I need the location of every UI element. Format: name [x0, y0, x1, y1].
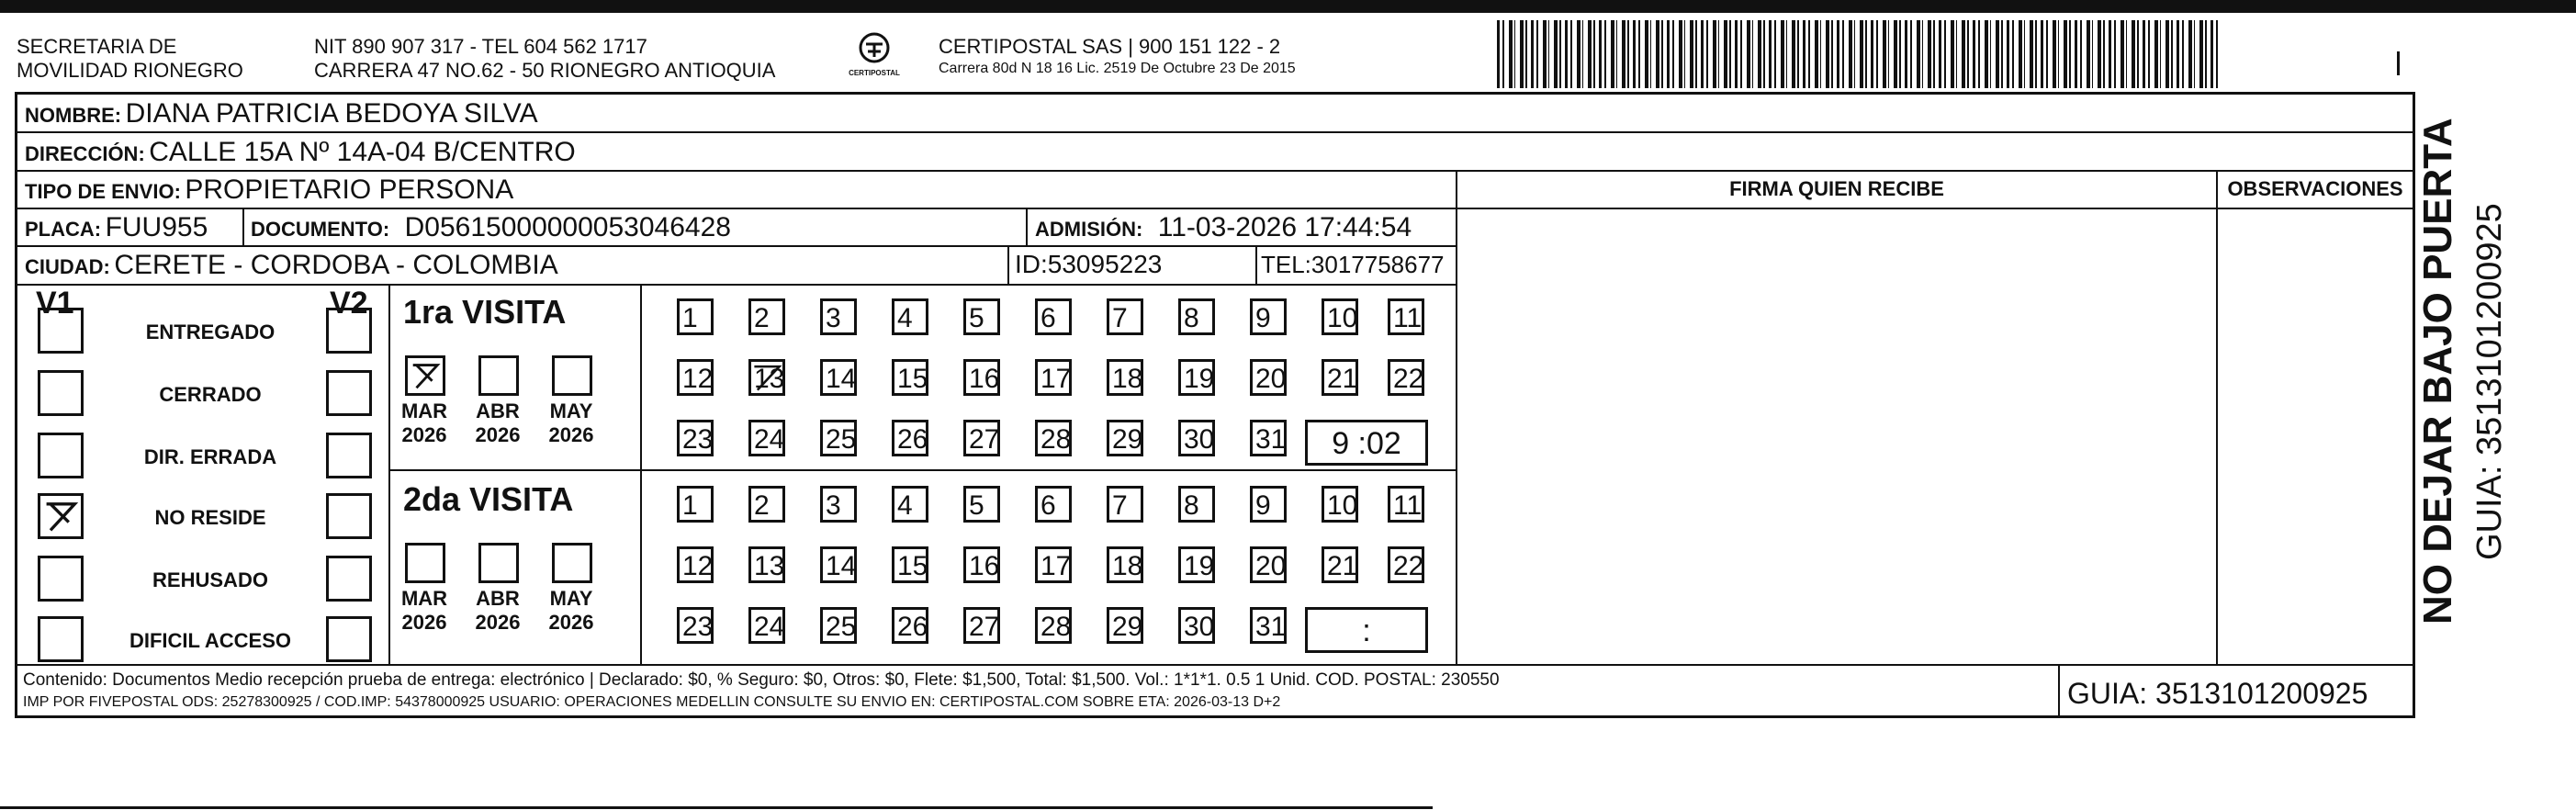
- day-10-box[interactable]: 10: [1322, 486, 1358, 523]
- day-26-box[interactable]: 26: [892, 420, 928, 456]
- day-20-box[interactable]: 20: [1250, 359, 1287, 396]
- month-name: MAY: [549, 587, 593, 610]
- footer-line2: IMP POR FIVEPOSTAL ODS: 25278300925 / COD.IMP: 54378000925 USUARIO: OPERACIONES MEDELLIN CONSULTE SU ENVIO EN: CERTIPOSTAL.COM SOBRE ETA: 2026-03-13 D+2: [23, 694, 1281, 710]
- day-7-box[interactable]: 7: [1107, 486, 1143, 523]
- day-9-box[interactable]: 9: [1250, 486, 1287, 523]
- day-15-box[interactable]: 15: [892, 359, 928, 396]
- day-22-box[interactable]: 22: [1388, 359, 1424, 396]
- day-5-box[interactable]: 5: [963, 486, 1000, 523]
- month-year: 2026: [548, 423, 594, 446]
- day-25-box[interactable]: 25: [820, 420, 857, 456]
- admission-field: [1035, 212, 1412, 243]
- day-25-box[interactable]: 25: [820, 607, 857, 644]
- type-row: [25, 174, 513, 206]
- id-value: ID:53095223: [1015, 250, 1163, 278]
- day-18-box[interactable]: 18: [1107, 359, 1143, 396]
- carrier-name: CERTIPOSTAL SAS | 900 151 122 - 2: [939, 35, 1281, 58]
- status-option-label: DIR. ERRADA: [143, 445, 277, 468]
- v2-checkbox[interactable]: [326, 556, 372, 602]
- day-11-box[interactable]: 11: [1388, 486, 1424, 523]
- plate-value: FUU955: [105, 212, 208, 242]
- sender-block: [17, 35, 243, 83]
- month-year: 2026: [401, 423, 447, 446]
- day-12-box[interactable]: 12: [677, 546, 714, 583]
- type-label: TIPO DE ENVIO:: [25, 180, 181, 203]
- day-11-box[interactable]: 11: [1388, 298, 1424, 335]
- day-2-box[interactable]: 2: [748, 486, 785, 523]
- day-6-box[interactable]: 6: [1035, 486, 1072, 523]
- logo-text: CERTIPOSTAL: [849, 69, 900, 77]
- day-29-box[interactable]: 29: [1107, 607, 1143, 644]
- v2-checkbox[interactable]: [326, 433, 372, 478]
- signature-header: FIRMA QUIEN RECIBE: [1729, 177, 1944, 200]
- carrier-logo-icon: [854, 31, 894, 68]
- month-label: [539, 587, 603, 635]
- day-8-box[interactable]: 8: [1178, 298, 1215, 335]
- month-checkbox[interactable]: [552, 543, 592, 583]
- admission-label: ADMISIÓN:: [1035, 218, 1143, 241]
- month-name: MAR: [400, 399, 448, 422]
- day-16-box[interactable]: 16: [963, 546, 1000, 583]
- name-value: DIANA PATRICIA BEDOYA SILVA: [125, 98, 538, 129]
- day-check-mark: [751, 362, 782, 402]
- day-1-box[interactable]: 1: [677, 486, 714, 523]
- day-24-box[interactable]: 24: [748, 420, 785, 456]
- day-4-box[interactable]: 4: [892, 298, 928, 335]
- status-option-label: DIFICIL ACCESO: [129, 629, 291, 652]
- status-option-label: CERRADO: [159, 383, 262, 406]
- month-checkbox[interactable]: [405, 543, 445, 583]
- top-border: [0, 0, 2576, 13]
- month-label: [539, 399, 603, 447]
- status-option-label: REHUSADO: [152, 568, 268, 591]
- type-value: PROPIETARIO PERSONA: [185, 174, 514, 205]
- v2-checkbox[interactable]: [326, 308, 372, 354]
- day-31-box[interactable]: 31: [1250, 607, 1287, 644]
- address-label: DIRECCIÓN:: [25, 142, 145, 165]
- city-value: CERETE - CORDOBA - COLOMBIA: [114, 250, 558, 280]
- city-row: [25, 250, 558, 281]
- day-6-box[interactable]: 6: [1035, 298, 1072, 335]
- month-label: [466, 399, 530, 447]
- v2-checkbox[interactable]: [326, 616, 372, 662]
- month-label: [392, 399, 456, 447]
- day-23-box[interactable]: 23: [677, 420, 714, 456]
- month-year: 2026: [401, 611, 447, 634]
- day-22-box[interactable]: 22: [1388, 546, 1424, 583]
- day-13-box[interactable]: 13: [748, 546, 785, 583]
- day-14-box[interactable]: 14: [820, 546, 857, 583]
- sender-nit: NIT 890 907 317 - TEL 604 562 1717: [314, 35, 647, 58]
- day-31-box[interactable]: 31: [1250, 420, 1287, 456]
- v1-checkbox[interactable]: [38, 308, 84, 354]
- admission-value: 11-03-2026 17:44:54: [1157, 212, 1412, 242]
- carrier-info: [939, 35, 1296, 79]
- day-21-box[interactable]: 21: [1322, 546, 1358, 583]
- v2-header: V2: [330, 286, 368, 321]
- day-5-box[interactable]: 5: [963, 298, 1000, 335]
- day-21-box[interactable]: 21: [1322, 359, 1358, 396]
- carrier-license: Carrera 80d N 18 16 Lic. 2519 De Octubre 23 De 2015: [939, 61, 1296, 76]
- visit-time[interactable]: 9 :02: [1305, 420, 1428, 466]
- day-12-box[interactable]: 12: [677, 359, 714, 396]
- name-row: [25, 98, 538, 129]
- v1-checkbox[interactable]: [38, 370, 84, 416]
- corner-mark-right: [2498, 9, 2571, 12]
- plate-field: [25, 212, 208, 243]
- day-13-box-checked[interactable]: 13: [748, 359, 785, 396]
- status-option-label: ENTREGADO: [145, 321, 276, 343]
- month-name: ABR: [476, 587, 520, 610]
- visit-title: 1ra VISITA: [403, 293, 567, 331]
- day-1-box[interactable]: 1: [677, 298, 714, 335]
- observations-area[interactable]: [2218, 208, 2413, 662]
- day-2-box[interactable]: 2: [748, 298, 785, 335]
- bottom-rule: [0, 806, 1433, 809]
- v1-checkbox-checked[interactable]: [38, 493, 84, 539]
- day-23-box[interactable]: 23: [677, 607, 714, 644]
- month-checkbox[interactable]: [478, 355, 519, 396]
- address-row: [25, 137, 576, 168]
- day-19-box[interactable]: 19: [1178, 546, 1215, 583]
- month-year: 2026: [475, 611, 521, 634]
- sender-line2: MOVILIDAD RIONEGRO: [17, 59, 243, 82]
- day-24-box[interactable]: 24: [748, 607, 785, 644]
- day-30-box[interactable]: 30: [1178, 607, 1215, 644]
- observations-header: OBSERVACIONES: [2227, 177, 2403, 200]
- day-3-box[interactable]: 3: [820, 298, 857, 335]
- month-year: 2026: [548, 611, 594, 634]
- month-label: [392, 587, 456, 635]
- month-name: MAR: [400, 587, 448, 610]
- sender-address: CARRERA 47 NO.62 - 50 RIONEGRO ANTIOQUIA: [314, 59, 776, 82]
- day-7-box[interactable]: 7: [1107, 298, 1143, 335]
- v1-checkbox[interactable]: [38, 616, 84, 662]
- side-guia: GUIA: 3513101200925: [2470, 203, 2509, 560]
- day-4-box[interactable]: 4: [892, 486, 928, 523]
- month-name: ABR: [476, 399, 520, 422]
- month-checkbox-checked[interactable]: [405, 355, 445, 396]
- month-year: 2026: [475, 423, 521, 446]
- plate-label: PLACA:: [25, 218, 102, 241]
- signature-area[interactable]: [1457, 208, 2216, 662]
- day-20-box[interactable]: 20: [1250, 546, 1287, 583]
- carrier-logo: [838, 31, 911, 77]
- month-checkbox[interactable]: [552, 355, 592, 396]
- day-10-box[interactable]: 10: [1322, 298, 1358, 335]
- day-17-box[interactable]: 17: [1035, 359, 1072, 396]
- sender-line1: SECRETARIA DE: [17, 35, 177, 58]
- form-frame: [15, 92, 2415, 718]
- day-17-box[interactable]: 17: [1035, 546, 1072, 583]
- day-16-box[interactable]: 16: [963, 359, 1000, 396]
- city-label: CIUDAD:: [25, 255, 110, 278]
- footer-line1: Contenido: Documentos Medio recepción prueba de entrega: electrónico | Declarado: $0, % Seguro: $0, Otros: $0, Flete: $1,500, Total: $1,500. Vol.: 1*1*1. 0.5 1 Unid. COD. POSTAL: 230550: [23, 670, 1500, 690]
- document-label: DOCUMENTO:: [251, 218, 390, 241]
- day-14-box[interactable]: 14: [820, 359, 857, 396]
- footer-guia: GUIA: 3513101200925: [2067, 677, 2368, 710]
- day-29-box[interactable]: 29: [1107, 420, 1143, 456]
- month-checkbox[interactable]: [478, 543, 519, 583]
- document-field: [251, 212, 731, 243]
- day-15-box[interactable]: 15: [892, 546, 928, 583]
- document-value: D05615000000053046428: [404, 212, 731, 242]
- v2-checkbox[interactable]: [326, 370, 372, 416]
- name-label: NOMBRE:: [25, 104, 122, 127]
- barcode: [1497, 20, 2222, 88]
- day-27-box[interactable]: 27: [963, 420, 1000, 456]
- day-27-box[interactable]: 27: [963, 607, 1000, 644]
- address-value: CALLE 15A Nº 14A-04 B/CENTRO: [149, 137, 576, 167]
- visit-title: 2da VISITA: [403, 480, 574, 518]
- footer-text: [23, 669, 1500, 714]
- v1-checkbox[interactable]: [38, 433, 84, 478]
- day-3-box[interactable]: 3: [820, 486, 857, 523]
- day-9-box[interactable]: 9: [1250, 298, 1287, 335]
- visit-time[interactable]: :: [1305, 607, 1428, 653]
- v1-checkbox[interactable]: [38, 556, 84, 602]
- side-notice: NO DEJAR BAJO PUERTA: [2415, 118, 2460, 624]
- status-option-label: NO RESIDE: [154, 506, 266, 529]
- month-label: [466, 587, 530, 635]
- tel-value: TEL:3017758677: [1261, 251, 1445, 278]
- day-30-box[interactable]: 30: [1178, 420, 1215, 456]
- v1-header: V1: [36, 286, 74, 321]
- month-name: MAY: [549, 399, 593, 422]
- day-26-box[interactable]: 26: [892, 607, 928, 644]
- sender-info: [314, 35, 775, 83]
- day-28-box[interactable]: 28: [1035, 607, 1072, 644]
- day-8-box[interactable]: 8: [1178, 486, 1215, 523]
- day-18-box[interactable]: 18: [1107, 546, 1143, 583]
- day-28-box[interactable]: 28: [1035, 420, 1072, 456]
- v2-checkbox[interactable]: [326, 493, 372, 539]
- day-19-box[interactable]: 19: [1178, 359, 1215, 396]
- corner-mark: [2397, 51, 2400, 75]
